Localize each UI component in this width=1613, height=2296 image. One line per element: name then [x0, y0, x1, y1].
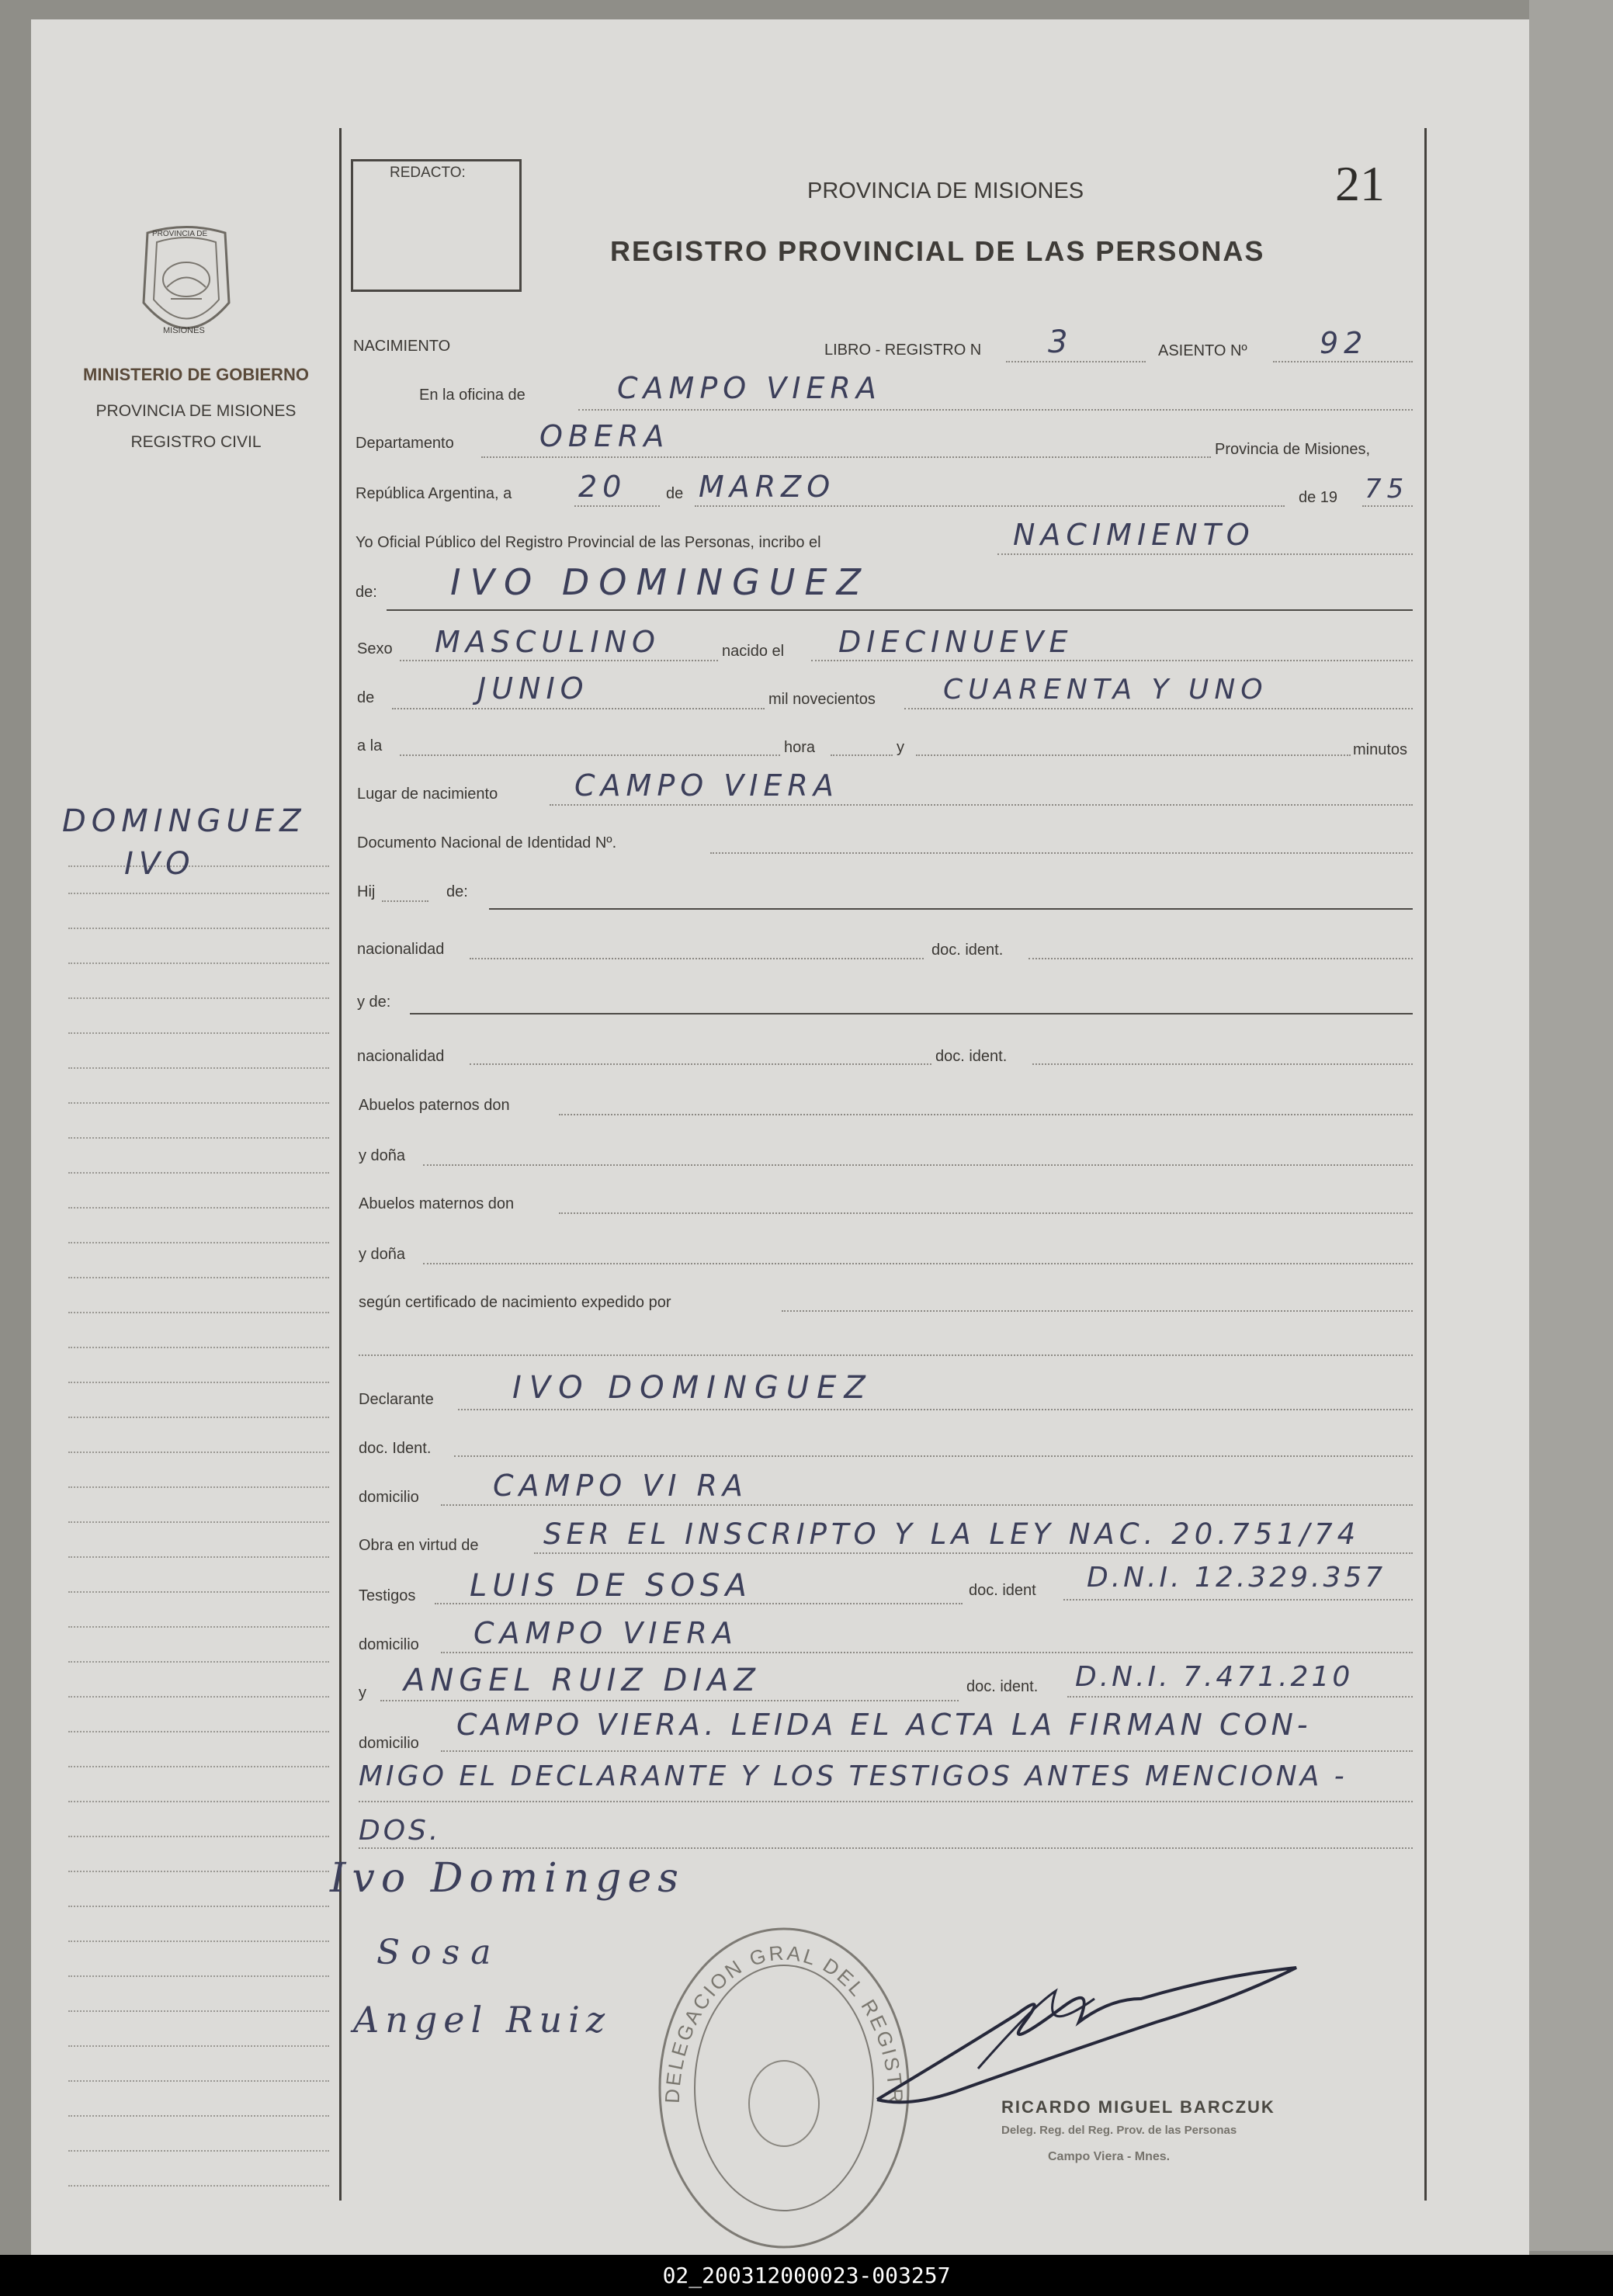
margin-rule: [68, 1766, 329, 1767]
officer-signature-icon: [862, 1960, 1312, 2115]
oficina-line: [578, 409, 1413, 411]
testigo2-line: [380, 1700, 959, 1701]
certificado-line: [782, 1310, 1413, 1312]
domicilio1-line: [441, 1504, 1413, 1506]
declarante-label: Declarante: [359, 1391, 434, 1408]
libro-label: LIBRO - REGISTRO N: [824, 342, 982, 359]
domicilio1-label: domicilio: [359, 1489, 419, 1506]
margin-rule: [68, 2185, 329, 2187]
nacido-mes-value: JUNIO: [477, 671, 589, 706]
officer-title: Deleg. Reg. del Reg. Prov. de las Personas: [1001, 2124, 1237, 2137]
nacido-dia-value: DIECINUEVE: [838, 625, 1074, 659]
doc-ident4-label: doc. ident: [969, 1582, 1036, 1599]
asiento-line: [1273, 361, 1413, 362]
domicilio2-label: domicilio: [359, 1636, 419, 1653]
republica-label: República Argentina, a: [356, 485, 512, 502]
nacido-anio-line: [904, 708, 1413, 709]
nacionalidad2-label: nacionalidad: [357, 1048, 445, 1065]
officer-name: RICARDO MIGUEL BARCZUK: [1001, 2097, 1275, 2117]
lugar-label: Lugar de nacimiento: [357, 786, 498, 803]
margin-rule: [68, 1521, 329, 1523]
dni-label: Documento Nacional de Identidad Nº.: [357, 834, 617, 851]
nombre-label: de:: [356, 584, 377, 601]
domicilio2-value: CAMPO VIERA: [473, 1616, 738, 1650]
abuelos-paternos-line: [559, 1114, 1413, 1115]
obra-label: Obra en virtud de: [359, 1537, 479, 1554]
testigo2-signature: Angel Ruiz: [353, 1999, 612, 2041]
province-heading: PROVINCIA DE MISIONES: [807, 179, 1084, 203]
margin-rule: [68, 1836, 329, 1837]
oficial-label: Yo Oficial Público del Registro Provincial de las Personas, incribo el: [356, 534, 821, 551]
acto-line: [997, 553, 1413, 555]
testigo1-doc-line: [1063, 1599, 1413, 1601]
margin-rule: [68, 1591, 329, 1593]
testigo2-value: ANGEL RUIZ DIAZ: [404, 1663, 761, 1698]
margin-rule: [68, 1661, 329, 1663]
margin-rule: [68, 1067, 329, 1069]
margin-rule: [68, 997, 329, 999]
sexo-value: MASCULINO: [435, 625, 661, 659]
margin-rule: [68, 893, 329, 894]
domicilio3-label: domicilio: [359, 1735, 419, 1752]
testigo2-doc-value: D.N.I. 7.471.210: [1075, 1661, 1354, 1693]
scan-filename-caption: 02_200312000023-003257: [0, 2255, 1613, 2296]
sexo-line: [400, 660, 718, 661]
a-la-line: [400, 754, 780, 756]
departamento-label: Departamento: [356, 435, 454, 452]
asiento-label: ASIENTO Nº: [1158, 342, 1247, 359]
margin-rule: [68, 1451, 329, 1453]
margin-note-surname: DOMINGUEZ: [62, 803, 307, 839]
margin-rule: [68, 1417, 329, 1418]
domicilio1-value: CAMPO VI RA: [493, 1469, 748, 1503]
lugar-line: [550, 804, 1413, 806]
madre-label: y de:: [357, 994, 391, 1011]
declarante-value: IVO DOMINGUEZ: [512, 1370, 873, 1406]
domicilio3-value-line2: MIGO EL DECLARANTE Y LOS TESTIGOS ANTES MENCIONA -: [359, 1760, 1348, 1792]
padre-de-label: de:: [446, 883, 468, 900]
margin-rule: [68, 1906, 329, 1907]
obra-value: SER EL INSCRIPTO Y LA LEY NAC. 20.751/74: [543, 1517, 1361, 1551]
record-type-label: NACIMIENTO: [353, 338, 451, 355]
abuelos-maternos-label: Abuelos maternos don: [359, 1195, 515, 1212]
declarante-signature: Ivo Dominges: [330, 1855, 685, 1902]
mes-de-label: de: [666, 485, 684, 502]
asiento-value: 92: [1320, 326, 1368, 360]
mes-line: [695, 505, 1285, 507]
mes-value: MARZO: [699, 470, 836, 504]
domicilio3-line: [441, 1750, 1413, 1752]
doc-ident2-line: [1032, 1063, 1413, 1065]
margin-rule: [68, 1975, 329, 1977]
margin-rule: [68, 1556, 329, 1558]
dia-value: 20: [578, 470, 627, 504]
margin-rule: [68, 2150, 329, 2152]
nacionalidad2-line: [470, 1063, 931, 1065]
certificado-line-2: [359, 1354, 1413, 1356]
seal-caption-top: PROVINCIA DE: [152, 230, 208, 238]
departamento-line: [481, 456, 1211, 458]
testigo1-value: LUIS DE SOSA: [470, 1568, 752, 1604]
ministry-province: PROVINCIA DE MISIONES: [95, 402, 297, 420]
nombre-line: [387, 609, 1413, 611]
lugar-value: CAMPO VIERA: [574, 768, 839, 803]
margin-rule: [68, 1382, 329, 1383]
officer-signature: [862, 1960, 1312, 2115]
year-value: 75: [1365, 473, 1410, 505]
doc-ident1-label: doc. ident.: [931, 942, 1004, 959]
margin-rule: [68, 1312, 329, 1313]
nombre-value: IVO DOMINGUEZ: [450, 561, 871, 603]
y-testigo2-label: y: [359, 1684, 366, 1701]
domicilio3-value-line1: CAMPO VIERA. LEIDA EL ACTA LA FIRMAN CON-: [456, 1708, 1312, 1742]
margin-rule: [68, 962, 329, 964]
a-la-label: a la: [357, 737, 383, 754]
padre-line: [489, 908, 1413, 910]
declarante-line: [458, 1409, 1413, 1410]
libro-value: 3: [1048, 324, 1074, 360]
margin-rule: [68, 1731, 329, 1732]
dia-line: [574, 505, 660, 507]
abuela-paterna-label: y doña: [359, 1147, 406, 1164]
margin-note-firstname: IVO: [124, 846, 196, 882]
madre-line: [410, 1013, 1413, 1014]
departamento-value: OBERA: [539, 419, 670, 453]
sexo-label: Sexo: [357, 640, 393, 657]
dni-line: [710, 852, 1413, 854]
margin-rule: [68, 1242, 329, 1243]
abuela-materna-label: y doña: [359, 1246, 406, 1263]
margin-rule: [68, 1277, 329, 1278]
nacionalidad1-label: nacionalidad: [357, 941, 445, 958]
margin-rule: [68, 1696, 329, 1698]
margin-rule: [68, 928, 329, 929]
y-label: y: [897, 739, 904, 756]
margin-rule: [68, 1871, 329, 1872]
margin-rule: [68, 2115, 329, 2117]
stamp-ring-text: DELEGACION GRAL DEL REGISTR: [660, 1941, 908, 2106]
doc-ident5-label: doc. ident.: [966, 1678, 1039, 1695]
minutos-label: minutos: [1353, 741, 1408, 758]
nacido-mes-label: de: [357, 689, 375, 706]
ministry-registry: REGISTRO CIVIL: [130, 433, 262, 451]
testigo1-signature: Sosa: [376, 1933, 502, 1972]
abuelos-paternos-label: Abuelos paternos don: [359, 1097, 510, 1114]
margin-rule: [68, 2045, 329, 2047]
margin-rule: [68, 1941, 329, 1942]
testigo2-doc-line: [1067, 1696, 1413, 1698]
domicilio3-line-2: [359, 1801, 1413, 1802]
officer-place: Campo Viera - Mnes.: [1048, 2150, 1171, 2163]
margin-rule: [68, 865, 329, 867]
doc-ident3-line: [454, 1455, 1413, 1457]
libro-line: [1006, 361, 1146, 362]
hora-line: [831, 754, 893, 756]
mil-label: mil novecientos: [768, 691, 876, 708]
margin-rule: [68, 1486, 329, 1488]
margin-rule: [68, 1032, 329, 1034]
hij-line: [382, 900, 428, 902]
margin-rule: [68, 1207, 329, 1209]
margin-rule: [68, 1172, 329, 1174]
domicilio3-value-line3: DOS.: [359, 1815, 442, 1847]
certificado-label: según certificado de nacimiento expedido por: [359, 1294, 671, 1311]
nacido-line: [811, 660, 1413, 661]
domicilio2-line: [441, 1652, 1413, 1653]
acto-value: NACIMIENTO: [1013, 518, 1255, 552]
margin-rule: [68, 2010, 329, 2012]
year-label: de 19: [1299, 489, 1338, 506]
hij-label: Hij: [357, 883, 376, 900]
domicilio3-line-3: [359, 1847, 1413, 1849]
provincia-label: Provincia de Misiones,: [1215, 441, 1371, 458]
nacionalidad1-line: [470, 958, 924, 959]
obra-line: [534, 1552, 1413, 1554]
registry-heading: REGISTRO PROVINCIAL DE LAS PERSONAS: [610, 235, 1265, 267]
abuelos-maternos-line: [559, 1212, 1413, 1214]
minutos-line: [916, 754, 1351, 756]
oficina-label: En la oficina de: [419, 387, 526, 404]
oficina-value: CAMPO VIERA: [617, 371, 882, 405]
hora-label: hora: [784, 739, 816, 756]
redacto-label: REDACTO:: [390, 165, 466, 181]
nacido-label: nacido el: [722, 643, 785, 660]
abuela-materna-line: [423, 1263, 1413, 1264]
margin-rule: [68, 2080, 329, 2082]
testigo1-doc-value: D.N.I. 12.329.357: [1087, 1562, 1386, 1594]
margin-rule: [68, 1626, 329, 1628]
ministry-name: MINISTERIO DE GOBIERNO: [83, 365, 309, 384]
seal-caption-bottom: MISIONES: [163, 326, 205, 335]
doc-ident2-label: doc. ident.: [935, 1048, 1008, 1065]
doc-ident3-label: doc. Ident.: [359, 1440, 432, 1457]
nacido-anio-value: CUARENTA Y UNO: [943, 674, 1268, 706]
margin-rule: [68, 1137, 329, 1139]
testigos-label: Testigos: [359, 1587, 416, 1604]
abuela-paterna-line: [423, 1164, 1413, 1166]
next-page-edge: [1529, 0, 1613, 2251]
margin-rule: [68, 1801, 329, 1802]
doc-ident1-line: [1029, 958, 1413, 959]
margin-rule: [68, 1102, 329, 1104]
margin-rule: [68, 1347, 329, 1348]
page-number: 21: [1335, 156, 1385, 211]
year-line: [1362, 505, 1413, 507]
nacido-mes-line: [392, 708, 765, 709]
